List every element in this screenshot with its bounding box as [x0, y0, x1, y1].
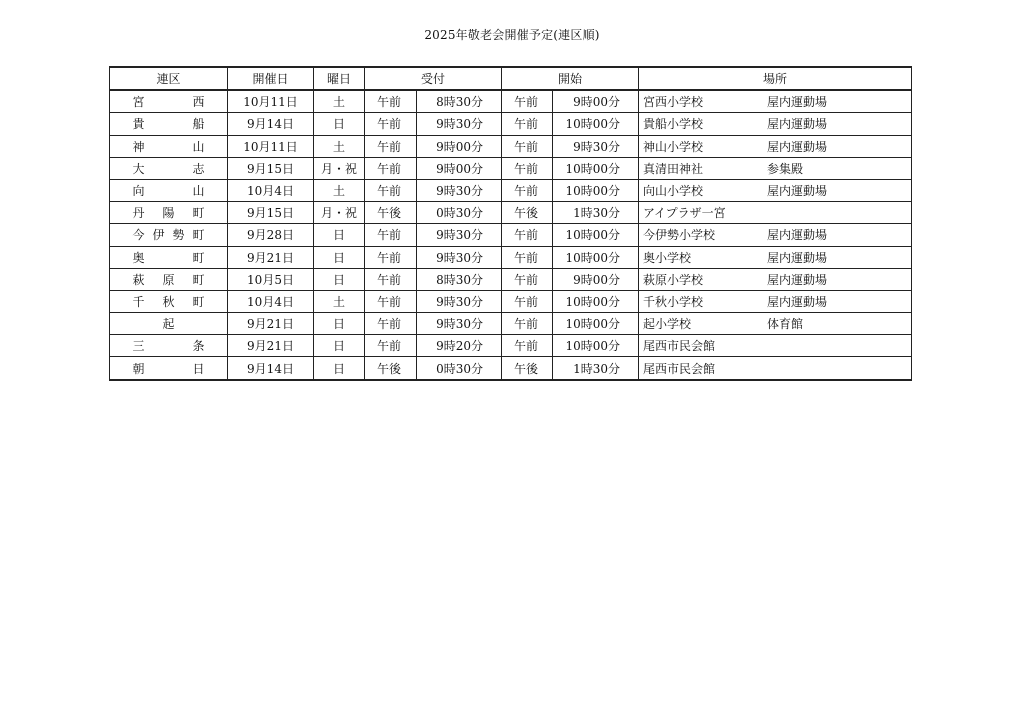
cell-reception-time: 9時30分: [417, 313, 502, 335]
table-row: [110, 313, 912, 335]
table-row: [110, 113, 912, 135]
cell-reception-ampm: 午前: [365, 90, 417, 113]
cell-venue: [639, 135, 912, 157]
district-name: 朝 日: [132, 361, 205, 376]
cell-date: 9月15日: [228, 202, 314, 224]
cell-reception-time: 9時30分: [417, 246, 502, 268]
schedule-table: [109, 66, 912, 381]
cell-district: [110, 113, 228, 135]
header-district: 連区: [110, 67, 228, 90]
cell-venue: [639, 290, 912, 312]
header-date: 開催日: [228, 67, 314, 90]
cell-day: 日: [314, 246, 365, 268]
venue-name: 神山小学校: [643, 139, 704, 154]
cell-venue: [639, 268, 912, 290]
cell-day: 日: [314, 224, 365, 246]
table-row: [110, 357, 912, 380]
cell-start-time: 10時00分: [553, 313, 639, 335]
cell-start-time: 10時00分: [553, 335, 639, 357]
venue-room: 屋内運動場: [767, 95, 828, 110]
cell-reception-ampm: 午前: [365, 157, 417, 179]
cell-district: [110, 313, 228, 335]
cell-reception-time: 9時20分: [417, 335, 502, 357]
venue-name: 奥小学校: [643, 250, 692, 265]
cell-start-time: 9時00分: [553, 268, 639, 290]
table-row: [110, 179, 912, 201]
cell-start-ampm: 午前: [502, 90, 553, 113]
district-name: 神 山: [132, 139, 205, 154]
venue-room: 体育館: [767, 317, 804, 332]
district-name: 奥 町: [132, 250, 205, 265]
cell-day: 日: [314, 313, 365, 335]
cell-district: [110, 290, 228, 312]
venue-name: 貴船小学校: [643, 117, 704, 132]
cell-district: [110, 246, 228, 268]
cell-day: 日: [314, 113, 365, 135]
venue-name: 宮西小学校: [643, 95, 704, 110]
cell-start-ampm: 午前: [502, 268, 553, 290]
cell-start-ampm: 午前: [502, 335, 553, 357]
cell-venue: [639, 313, 912, 335]
cell-venue: [639, 113, 912, 135]
cell-start-time: 10時00分: [553, 290, 639, 312]
cell-reception-ampm: 午前: [365, 135, 417, 157]
cell-day: 土: [314, 90, 365, 113]
district-name: 丹 陽 町: [132, 206, 205, 221]
venue-room: 参集殿: [767, 161, 804, 176]
cell-reception-ampm: 午後: [365, 357, 417, 380]
cell-district: [110, 202, 228, 224]
cell-date: 10月11日: [228, 135, 314, 157]
cell-start-ampm: 午後: [502, 202, 553, 224]
cell-start-time: 10時00分: [553, 157, 639, 179]
cell-venue: [639, 224, 912, 246]
cell-date: 10月4日: [228, 290, 314, 312]
cell-district: [110, 135, 228, 157]
table-row: [110, 224, 912, 246]
district-name: 三 条: [132, 339, 205, 354]
cell-start-time: 9時30分: [553, 135, 639, 157]
cell-day: 土: [314, 290, 365, 312]
cell-start-ampm: 午前: [502, 224, 553, 246]
venue-name: 今伊勢小学校: [643, 228, 716, 243]
cell-district: [110, 157, 228, 179]
cell-reception-ampm: 午前: [365, 246, 417, 268]
cell-day: 土: [314, 135, 365, 157]
district-name: 起: [162, 317, 175, 332]
cell-date: 10月5日: [228, 268, 314, 290]
header-venue: 場所: [639, 67, 912, 90]
cell-start-ampm: 午前: [502, 313, 553, 335]
header-reception: 受付: [365, 67, 502, 90]
cell-venue: [639, 202, 912, 224]
cell-day: 日: [314, 357, 365, 380]
venue-room: 屋内運動場: [767, 294, 828, 309]
cell-venue: [639, 335, 912, 357]
venue-room: 屋内運動場: [767, 228, 828, 243]
cell-start-time: 1時30分: [553, 357, 639, 380]
cell-reception-ampm: 午前: [365, 290, 417, 312]
cell-district: [110, 224, 228, 246]
cell-reception-time: 8時30分: [417, 268, 502, 290]
cell-reception-time: 9時30分: [417, 290, 502, 312]
cell-venue: [639, 357, 912, 380]
venue-room: 屋内運動場: [767, 117, 828, 132]
table-row: [110, 157, 912, 179]
table-row: [110, 290, 912, 312]
cell-day: 日: [314, 335, 365, 357]
venue-name: 向山小学校: [643, 184, 704, 199]
venue-name: 起小学校: [643, 317, 692, 332]
cell-date: 9月14日: [228, 113, 314, 135]
table-body: [110, 90, 912, 379]
cell-venue: [639, 157, 912, 179]
table-row: [110, 246, 912, 268]
district-name: 向 山: [132, 184, 205, 199]
district-name: 萩 原 町: [132, 272, 205, 287]
cell-venue: [639, 246, 912, 268]
cell-district: [110, 179, 228, 201]
cell-start-ampm: 午前: [502, 113, 553, 135]
district-name: 千 秋 町: [132, 294, 205, 309]
cell-reception-ampm: 午前: [365, 179, 417, 201]
cell-start-time: 10時00分: [553, 113, 639, 135]
venue-name: 真清田神社: [643, 161, 704, 176]
header-day: 曜日: [314, 67, 365, 90]
venue-room: 屋内運動場: [767, 184, 828, 199]
cell-date: 9月21日: [228, 335, 314, 357]
cell-date: 9月28日: [228, 224, 314, 246]
cell-start-ampm: 午後: [502, 357, 553, 380]
cell-start-ampm: 午前: [502, 246, 553, 268]
venue-room: 屋内運動場: [767, 250, 828, 265]
cell-reception-time: 9時30分: [417, 179, 502, 201]
cell-reception-ampm: 午前: [365, 268, 417, 290]
cell-reception-ampm: 午前: [365, 113, 417, 135]
cell-district: [110, 90, 228, 113]
venue-name: 尾西市民会館: [643, 361, 716, 376]
cell-reception-time: 9時30分: [417, 113, 502, 135]
cell-reception-time: 0時30分: [417, 202, 502, 224]
cell-start-time: 9時00分: [553, 90, 639, 113]
cell-start-ampm: 午前: [502, 157, 553, 179]
cell-date: 9月15日: [228, 157, 314, 179]
venue-name: 萩原小学校: [643, 272, 704, 287]
cell-start-time: 1時30分: [553, 202, 639, 224]
venue-name: アイプラザ一宮: [643, 206, 726, 221]
cell-reception-time: 9時00分: [417, 135, 502, 157]
cell-day: 土: [314, 179, 365, 201]
cell-reception-time: 9時00分: [417, 157, 502, 179]
venue-name: 千秋小学校: [643, 294, 704, 309]
cell-start-time: 10時00分: [553, 246, 639, 268]
table-row: [110, 268, 912, 290]
cell-day: 月・祝: [314, 202, 365, 224]
cell-reception-ampm: 午前: [365, 224, 417, 246]
cell-reception-ampm: 午前: [365, 335, 417, 357]
cell-reception-ampm: 午前: [365, 313, 417, 335]
table-row: [110, 335, 912, 357]
cell-reception-time: 9時30分: [417, 224, 502, 246]
table-row: [110, 135, 912, 157]
venue-room: 屋内運動場: [767, 272, 828, 287]
cell-date: 10月4日: [228, 179, 314, 201]
table-header-row: [110, 67, 912, 90]
cell-day: 月・祝: [314, 157, 365, 179]
cell-venue: [639, 179, 912, 201]
cell-start-ampm: 午前: [502, 290, 553, 312]
cell-start-ampm: 午前: [502, 179, 553, 201]
district-name: 宮 西: [132, 95, 205, 110]
cell-district: [110, 357, 228, 380]
cell-day: 日: [314, 268, 365, 290]
venue-name: 尾西市民会館: [643, 339, 716, 354]
header-start: 開始: [502, 67, 639, 90]
cell-venue: [639, 90, 912, 113]
cell-start-time: 10時00分: [553, 224, 639, 246]
district-name: 大 志: [132, 161, 205, 176]
cell-start-time: 10時00分: [553, 179, 639, 201]
document-title: 2025年敬老会開催予定(連区順): [424, 28, 600, 42]
cell-start-ampm: 午前: [502, 135, 553, 157]
cell-reception-time: 8時30分: [417, 90, 502, 113]
district-name: 今 伊 勢 町: [132, 228, 205, 243]
venue-room: 屋内運動場: [767, 139, 828, 154]
cell-district: [110, 268, 228, 290]
table-row: [110, 202, 912, 224]
cell-date: 9月14日: [228, 357, 314, 380]
cell-date: 9月21日: [228, 246, 314, 268]
district-name: 貴 船: [132, 117, 205, 132]
cell-district: [110, 335, 228, 357]
table-row: [110, 90, 912, 113]
cell-date: 10月11日: [228, 90, 314, 113]
cell-reception-ampm: 午後: [365, 202, 417, 224]
cell-date: 9月21日: [228, 313, 314, 335]
cell-reception-time: 0時30分: [417, 357, 502, 380]
